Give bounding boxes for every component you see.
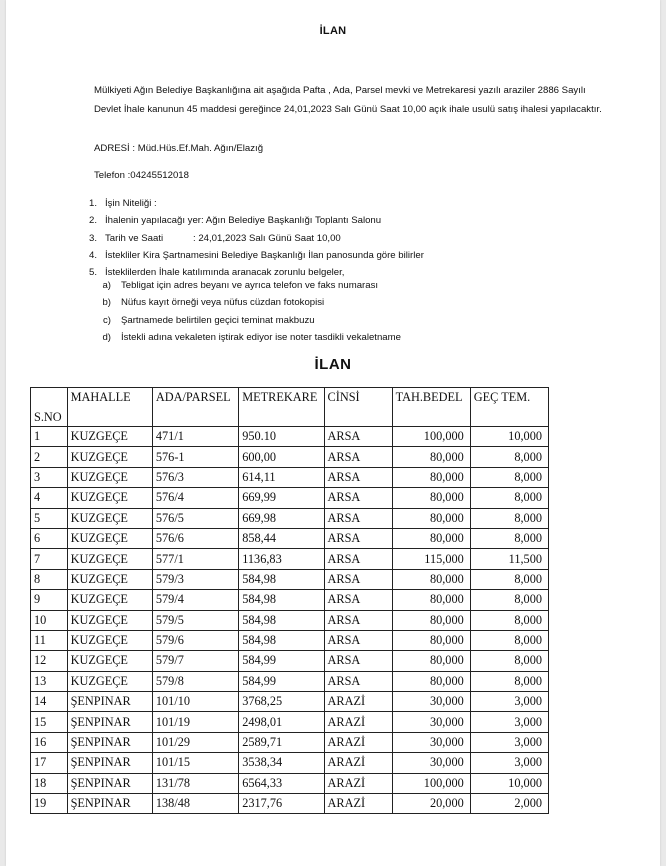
gec-tem-cell: 8,000 — [470, 569, 548, 589]
table-row — [31, 569, 549, 589]
metrekare-cell: 584,98 — [239, 569, 324, 589]
ada-parsel-cell: 579/8 — [152, 671, 238, 691]
ada-parsel-cell: 138/48 — [152, 794, 238, 814]
metrekare-cell: 950.10 — [239, 427, 324, 447]
sno-cell: 12 — [31, 651, 68, 671]
table-row — [31, 712, 549, 732]
table-title: İLAN — [314, 356, 352, 373]
table-row — [31, 549, 549, 569]
mahalle-cell: KUZGEÇE — [67, 447, 152, 467]
sno-cell: 9 — [31, 590, 68, 610]
intro-paragraph: Mülkiyeti Ağın Belediye Başkanlığına ait aşağıda Pafta , Ada, Parsel mevki ve Metrekaresi yazılı araziler 2886 Sayılı Devlet İhale kanunun 45 maddesi gereğince 24,01,2023 Salı Günü Saat 10,00 açık ihale usulü satış ihalesi yapılacaktır. — [94, 85, 602, 115]
tah-bedel-cell: 100,000 — [392, 427, 470, 447]
metrekare-cell: 584,99 — [239, 671, 324, 691]
mahalle-cell: KUZGEÇE — [67, 528, 152, 548]
table-row — [31, 753, 549, 773]
metrekare-cell: 584,98 — [239, 590, 324, 610]
ada-parsel-cell: 471/1 — [152, 427, 238, 447]
sno-cell: 6 — [31, 528, 68, 548]
sno-cell: 8 — [31, 569, 68, 589]
cinsi-cell: ARSA — [324, 528, 392, 548]
sno-cell: 11 — [31, 630, 68, 650]
list-item: c) Şartnamede belirtilen geçici teminat makbuzu — [103, 314, 315, 326]
ada-parsel-cell: 101/19 — [152, 712, 238, 732]
list-item: 3. Tarih ve Saati : 24,01,2023 Salı Günü Saat 10,00 — [88, 232, 341, 244]
gec-tem-cell: 8,000 — [470, 610, 548, 630]
auction-table — [30, 387, 549, 814]
metrekare-cell: 858,44 — [239, 528, 324, 548]
address-line: ADRESİ : Müd.Hüs.Ef.Mah. Ağın/Elazığ — [94, 143, 264, 154]
ada-parsel-cell: 576/5 — [152, 508, 238, 528]
mahalle-cell: KUZGEÇE — [67, 569, 152, 589]
gec-tem-cell: 8,000 — [470, 508, 548, 528]
mahalle-cell: ŞENPINAR — [67, 712, 152, 732]
tah-bedel-cell: 20,000 — [392, 794, 470, 814]
mahalle-cell: KUZGEÇE — [67, 549, 152, 569]
gec-tem-cell: 8,000 — [470, 467, 548, 487]
ada-parsel-cell: 579/3 — [152, 569, 238, 589]
tah-bedel-cell: 80,000 — [392, 671, 470, 691]
metrekare-cell: 6564,33 — [239, 773, 324, 793]
gec-tem-cell: 8,000 — [470, 671, 548, 691]
cinsi-cell: ARSA — [324, 427, 392, 447]
cinsi-cell: ARAZİ — [324, 692, 392, 712]
sno-cell: 2 — [31, 447, 68, 467]
table-header-row — [31, 388, 549, 427]
cinsi-cell: ARSA — [324, 569, 392, 589]
cinsi-cell: ARAZİ — [324, 794, 392, 814]
tah-bedel-cell: 80,000 — [392, 651, 470, 671]
metrekare-cell: 669,99 — [239, 488, 324, 508]
metrekare-cell: 584,98 — [239, 610, 324, 630]
list-item: 5. İsteklilerden İhale katılımında aranacak zorunlu belgeler, — [88, 267, 345, 279]
gec-tem-cell: 10,000 — [470, 427, 548, 447]
ada-parsel-cell: 101/10 — [152, 692, 238, 712]
tah-bedel-cell: 80,000 — [392, 630, 470, 650]
ada-parsel-cell: 579/7 — [152, 651, 238, 671]
metrekare-cell: 1136,83 — [239, 549, 324, 569]
list-item: a) Tebligat için adres beyanı ve ayrıca telefon ve faks numarası — [102, 280, 379, 291]
sno-cell: 18 — [31, 773, 68, 793]
table-row — [31, 488, 549, 508]
mahalle-cell: ŞENPINAR — [67, 773, 152, 793]
cinsi-cell: ARSA — [324, 508, 392, 528]
gec-tem-cell: 8,000 — [470, 528, 548, 548]
tah-bedel-cell: 80,000 — [392, 488, 470, 508]
column-header-cinsi: CİNSİ — [324, 388, 392, 427]
list-item: 2. İhalenin yapılacağı yer: Ağın Belediye Başkanlığı Toplantı Salonu — [88, 215, 382, 227]
metrekare-cell: 669,98 — [239, 508, 324, 528]
metrekare-cell: 614,11 — [239, 467, 324, 487]
gec-tem-cell: 8,000 — [470, 651, 548, 671]
mahalle-cell: KUZGEÇE — [67, 671, 152, 691]
list-item: 4. İstekliler Kira Şartnamesini Belediye Başkanlığı İlan panosunda göre bilirler — [88, 249, 424, 261]
column-header-tah-bedel: TAH.BEDEL — [392, 388, 470, 427]
table-row — [31, 692, 549, 712]
ada-parsel-cell: 576-1 — [152, 447, 238, 467]
mahalle-cell: ŞENPINAR — [67, 732, 152, 752]
cinsi-cell: ARSA — [324, 590, 392, 610]
cinsi-cell: ARAZİ — [324, 712, 392, 732]
table-row — [31, 773, 549, 793]
column-header-sno: S.NO — [31, 388, 68, 427]
column-header-gec-tem: GEÇ TEM. — [470, 388, 548, 427]
ada-parsel-cell: 579/5 — [152, 610, 238, 630]
ada-parsel-cell: 579/6 — [152, 630, 238, 650]
gec-tem-cell: 3,000 — [470, 732, 548, 752]
ada-parsel-cell: 131/78 — [152, 773, 238, 793]
metrekare-cell: 2589,71 — [239, 732, 324, 752]
column-header-metrekare: METREKARE — [239, 388, 324, 427]
tah-bedel-cell: 30,000 — [392, 732, 470, 752]
tah-bedel-cell: 30,000 — [392, 692, 470, 712]
gec-tem-cell: 8,000 — [470, 590, 548, 610]
tah-bedel-cell: 80,000 — [392, 590, 470, 610]
gec-tem-cell: 3,000 — [470, 712, 548, 732]
gec-tem-cell: 3,000 — [470, 692, 548, 712]
tah-bedel-cell: 80,000 — [392, 569, 470, 589]
gec-tem-cell: 8,000 — [470, 630, 548, 650]
ada-parsel-cell: 579/4 — [152, 590, 238, 610]
required-documents-list — [99, 277, 599, 346]
tah-bedel-cell: 80,000 — [392, 610, 470, 630]
column-header-mahalle: MAHALLE — [67, 388, 152, 427]
sno-cell: 15 — [31, 712, 68, 732]
gec-tem-cell: 10,000 — [470, 773, 548, 793]
mahalle-cell: KUZGEÇE — [67, 427, 152, 447]
ada-parsel-cell: 101/29 — [152, 732, 238, 752]
mahalle-cell: KUZGEÇE — [67, 467, 152, 487]
mahalle-cell: KUZGEÇE — [67, 590, 152, 610]
mahalle-cell: ŞENPINAR — [67, 794, 152, 814]
tah-bedel-cell: 100,000 — [392, 773, 470, 793]
document-page — [6, 0, 660, 866]
cinsi-cell: ARAZİ — [324, 732, 392, 752]
tah-bedel-cell: 80,000 — [392, 528, 470, 548]
ada-parsel-cell: 577/1 — [152, 549, 238, 569]
cinsi-cell: ARSA — [324, 447, 392, 467]
cinsi-cell: ARAZİ — [324, 773, 392, 793]
gec-tem-cell: 8,000 — [470, 447, 548, 467]
cinsi-cell: ARSA — [324, 549, 392, 569]
table-row — [31, 528, 549, 548]
table-row — [31, 508, 549, 528]
sno-cell: 7 — [31, 549, 68, 569]
metrekare-cell: 3768,25 — [239, 692, 324, 712]
cinsi-cell: ARSA — [324, 488, 392, 508]
mahalle-cell: ŞENPINAR — [67, 692, 152, 712]
cinsi-cell: ARSA — [324, 651, 392, 671]
list-item: b) Nüfus kayıt örneği veya nüfus cüzdan fotokopisi — [102, 297, 325, 309]
table-row — [31, 590, 549, 610]
metrekare-cell: 600,00 — [239, 447, 324, 467]
metrekare-cell: 584,99 — [239, 651, 324, 671]
table-row — [31, 630, 549, 650]
cinsi-cell: ARSA — [324, 610, 392, 630]
mahalle-cell: KUZGEÇE — [67, 488, 152, 508]
sno-cell: 1 — [31, 427, 68, 447]
table-row — [31, 427, 549, 447]
mahalle-cell: KUZGEÇE — [67, 610, 152, 630]
ada-parsel-cell: 101/15 — [152, 753, 238, 773]
ada-parsel-cell: 576/6 — [152, 528, 238, 548]
list-item: d) İstekli adına vekaleten iştirak ediyor ise noter tasdikli vekaletname — [102, 331, 401, 343]
sno-cell: 4 — [31, 488, 68, 508]
table-row — [31, 794, 549, 814]
tah-bedel-cell: 80,000 — [392, 467, 470, 487]
list-item: 1. İşin Niteliği : — [88, 198, 157, 209]
table-body — [31, 427, 549, 814]
metrekare-cell: 2498,01 — [239, 712, 324, 732]
table-row — [31, 610, 549, 630]
gec-tem-cell: 2,000 — [470, 794, 548, 814]
tah-bedel-cell: 80,000 — [392, 508, 470, 528]
metrekare-cell: 3538,34 — [239, 753, 324, 773]
cinsi-cell: ARSA — [324, 671, 392, 691]
gec-tem-cell: 8,000 — [470, 488, 548, 508]
numbered-list — [78, 195, 618, 281]
sno-cell: 5 — [31, 508, 68, 528]
mahalle-cell: KUZGEÇE — [67, 651, 152, 671]
column-header-ada-parsel: ADA/PARSEL — [152, 388, 238, 427]
table-row — [31, 467, 549, 487]
table-row — [31, 651, 549, 671]
cinsi-cell: ARSA — [324, 467, 392, 487]
cinsi-cell: ARSA — [324, 630, 392, 650]
table-row — [31, 447, 549, 467]
sno-cell: 3 — [31, 467, 68, 487]
mahalle-cell: ŞENPINAR — [67, 753, 152, 773]
tah-bedel-cell: 30,000 — [392, 753, 470, 773]
gec-tem-cell: 11,500 — [470, 549, 548, 569]
ada-parsel-cell: 576/3 — [152, 467, 238, 487]
table-row — [31, 732, 549, 752]
sno-cell: 16 — [31, 732, 68, 752]
sno-cell: 13 — [31, 671, 68, 691]
ada-parsel-cell: 576/4 — [152, 488, 238, 508]
tah-bedel-cell: 115,000 — [392, 549, 470, 569]
table-row — [31, 671, 549, 691]
cinsi-cell: ARAZİ — [324, 753, 392, 773]
gec-tem-cell: 3,000 — [470, 753, 548, 773]
sno-cell: 10 — [31, 610, 68, 630]
mahalle-cell: KUZGEÇE — [67, 630, 152, 650]
sno-cell: 14 — [31, 692, 68, 712]
metrekare-cell: 584,98 — [239, 630, 324, 650]
page-title: İLAN — [319, 25, 347, 37]
tah-bedel-cell: 30,000 — [392, 712, 470, 732]
sno-cell: 19 — [31, 794, 68, 814]
mahalle-cell: KUZGEÇE — [67, 508, 152, 528]
sno-cell: 17 — [31, 753, 68, 773]
phone-line: Telefon :04245512018 — [94, 170, 189, 181]
metrekare-cell: 2317,76 — [239, 794, 324, 814]
tah-bedel-cell: 80,000 — [392, 447, 470, 467]
